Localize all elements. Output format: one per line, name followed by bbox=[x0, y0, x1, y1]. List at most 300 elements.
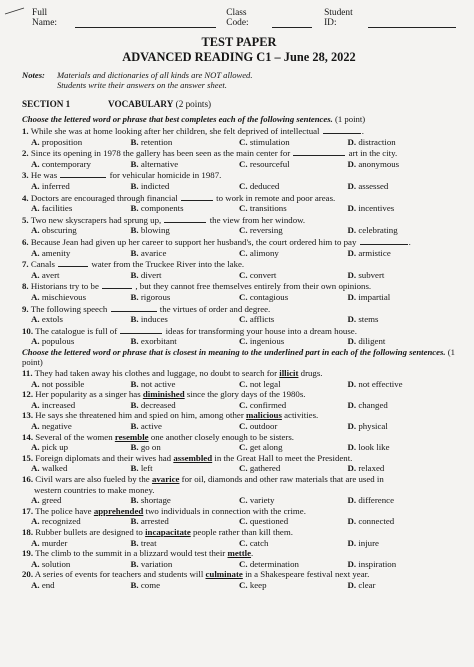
option-text: deduced bbox=[249, 180, 280, 191]
option-letter: D. bbox=[347, 463, 357, 474]
question-item bbox=[22, 258, 456, 280]
question-text: Historians try to be bbox=[30, 281, 99, 292]
option-text: diligent bbox=[358, 336, 386, 347]
option-text: injure bbox=[358, 537, 379, 548]
option-text: populous bbox=[41, 336, 75, 347]
option-letter: C. bbox=[239, 537, 248, 548]
question-item bbox=[22, 236, 456, 258]
option-letter: B. bbox=[130, 421, 139, 432]
answer-option[interactable] bbox=[348, 580, 457, 591]
option-text: catch bbox=[249, 537, 269, 548]
option-letter: D. bbox=[347, 579, 357, 590]
option-text: not possible bbox=[41, 378, 85, 389]
question-text: The police have bbox=[35, 505, 92, 516]
option-text: contemporary bbox=[41, 158, 91, 169]
option-letter: B. bbox=[130, 136, 139, 147]
answer-options bbox=[22, 495, 456, 506]
option-text: divert bbox=[140, 269, 162, 280]
option-letter: D. bbox=[347, 247, 357, 258]
answer-options bbox=[22, 538, 456, 549]
option-letter: A. bbox=[31, 516, 40, 527]
answer-option[interactable] bbox=[239, 421, 348, 432]
answer-option[interactable] bbox=[22, 580, 131, 591]
answer-option[interactable] bbox=[239, 292, 348, 303]
option-text: armistice bbox=[358, 247, 391, 258]
option-letter: C. bbox=[239, 516, 248, 527]
question-stem bbox=[22, 506, 456, 517]
option-text: reversing bbox=[249, 225, 283, 236]
answer-option[interactable] bbox=[22, 538, 131, 549]
option-text: left bbox=[140, 463, 153, 474]
question-stem bbox=[22, 147, 456, 159]
answer-option[interactable] bbox=[22, 203, 131, 214]
answer-options bbox=[22, 248, 456, 259]
answer-options bbox=[22, 137, 456, 148]
answer-option[interactable] bbox=[239, 225, 348, 236]
option-text: exorbitant bbox=[140, 336, 177, 347]
option-letter: C. bbox=[239, 442, 248, 453]
option-text: changed bbox=[358, 399, 388, 410]
option-letter: B. bbox=[130, 225, 139, 236]
question-number: 7. bbox=[22, 259, 29, 270]
answer-option[interactable] bbox=[348, 400, 457, 411]
option-text: decreased bbox=[140, 399, 176, 410]
option-letter: D. bbox=[347, 495, 357, 506]
option-text: recognized bbox=[41, 516, 81, 527]
option-letter: A. bbox=[31, 399, 40, 410]
option-letter: A. bbox=[31, 579, 40, 590]
instruction-text: Choose the lettered word or phrase that best completes each of the following sentences. bbox=[22, 114, 333, 125]
answer-option[interactable] bbox=[239, 314, 348, 325]
option-letter: A. bbox=[31, 558, 40, 569]
answer-option[interactable] bbox=[131, 421, 240, 432]
answer-option[interactable] bbox=[131, 400, 240, 411]
notes-label: Notes: bbox=[22, 70, 45, 80]
option-letter: C. bbox=[239, 314, 248, 325]
answer-option[interactable] bbox=[239, 559, 348, 570]
option-letter: C. bbox=[239, 378, 248, 389]
answer-option[interactable] bbox=[131, 137, 240, 148]
class-code-field[interactable] bbox=[272, 18, 312, 28]
question-text: to work in remote and poor areas. bbox=[216, 192, 336, 203]
question-item bbox=[22, 432, 456, 453]
question-text: He was bbox=[30, 170, 58, 181]
option-text: not legal bbox=[249, 378, 281, 389]
answer-option[interactable] bbox=[239, 181, 348, 192]
answer-blank bbox=[181, 192, 213, 201]
answer-option[interactable] bbox=[131, 203, 240, 214]
option-letter: A. bbox=[31, 136, 40, 147]
option-text: active bbox=[140, 421, 162, 432]
answer-option[interactable] bbox=[239, 400, 348, 411]
option-text: retention bbox=[140, 136, 173, 147]
option-letter: A. bbox=[31, 291, 40, 302]
question-text: They had taken away his clothes and luggage, no doubt to search for bbox=[34, 368, 278, 379]
class-code-label: Class Code: bbox=[226, 8, 249, 28]
question-text: The climb to the summit in a blizzard would test their bbox=[35, 548, 226, 559]
question-number: 2. bbox=[22, 148, 29, 159]
answer-option[interactable] bbox=[348, 181, 457, 192]
option-letter: B. bbox=[130, 378, 139, 389]
question-text: for vehicular homicide in 1987. bbox=[109, 170, 222, 181]
underlined-word: illicit bbox=[279, 368, 299, 379]
answer-option[interactable] bbox=[348, 421, 457, 432]
question-text: the view from her window. bbox=[209, 214, 306, 225]
question-item bbox=[22, 410, 456, 431]
question-stem bbox=[22, 258, 456, 270]
option-text: facilities bbox=[41, 203, 73, 214]
answer-option[interactable] bbox=[348, 336, 457, 347]
question-text: . bbox=[408, 236, 411, 247]
question-item bbox=[22, 548, 456, 569]
option-letter: D. bbox=[347, 421, 357, 432]
answer-option[interactable] bbox=[22, 559, 131, 570]
question-text: ideas for transforming your house into a dream house. bbox=[165, 325, 357, 336]
option-letter: D. bbox=[347, 442, 357, 453]
option-text: walked bbox=[41, 463, 68, 474]
option-letter: A. bbox=[31, 314, 40, 325]
question-text: Doctors are encouraged through financial bbox=[30, 192, 178, 203]
question-number: 9. bbox=[22, 303, 29, 314]
answer-option[interactable] bbox=[348, 159, 457, 170]
question-text: The catalogue is full of bbox=[35, 325, 118, 336]
option-text: inferred bbox=[41, 180, 70, 191]
option-text: obscuring bbox=[41, 225, 77, 236]
question-text: drugs. bbox=[300, 368, 323, 379]
option-text: assessed bbox=[358, 180, 389, 191]
answer-option[interactable] bbox=[22, 159, 131, 170]
option-letter: C. bbox=[239, 225, 248, 236]
answer-option[interactable] bbox=[239, 248, 348, 259]
answer-option[interactable] bbox=[348, 225, 457, 236]
question-item bbox=[22, 125, 456, 147]
answer-option[interactable] bbox=[348, 248, 457, 259]
option-text: avarice bbox=[140, 247, 167, 258]
option-letter: C. bbox=[239, 269, 248, 280]
option-letter: B. bbox=[130, 495, 139, 506]
question-text: . bbox=[251, 548, 254, 559]
answer-option[interactable] bbox=[131, 516, 240, 527]
option-letter: C. bbox=[239, 291, 248, 302]
answer-option[interactable] bbox=[131, 336, 240, 347]
option-text: relaxed bbox=[358, 463, 385, 474]
student-id-field[interactable] bbox=[368, 18, 456, 28]
option-text: rigorous bbox=[140, 291, 171, 302]
answer-options bbox=[22, 463, 456, 474]
answer-option[interactable] bbox=[348, 292, 457, 303]
answer-option[interactable] bbox=[239, 336, 348, 347]
underlined-word: resemble bbox=[114, 431, 149, 442]
answer-options bbox=[22, 442, 456, 453]
answer-blank bbox=[360, 236, 408, 245]
answer-options bbox=[22, 203, 456, 214]
question-stem bbox=[22, 303, 456, 315]
answer-options bbox=[22, 225, 456, 236]
answer-option[interactable] bbox=[239, 159, 348, 170]
option-letter: A. bbox=[31, 495, 40, 506]
question-text: While she was at home looking after her children, she felt deprived of intellectual bbox=[30, 126, 320, 136]
question-text: people rather than kill them. bbox=[192, 526, 293, 537]
option-text: get along bbox=[249, 442, 283, 453]
question-number: 15. bbox=[22, 452, 34, 463]
answer-option[interactable] bbox=[239, 379, 348, 390]
instruction-points: (1 point) bbox=[334, 114, 366, 125]
option-text: confirmed bbox=[249, 399, 287, 410]
answer-option[interactable] bbox=[348, 314, 457, 325]
answer-blank bbox=[293, 147, 345, 156]
question-number: 1. bbox=[22, 126, 29, 136]
question-text: activities. bbox=[284, 410, 319, 421]
question-number: 19. bbox=[22, 548, 34, 559]
answer-option[interactable] bbox=[22, 442, 131, 453]
answer-option[interactable] bbox=[131, 538, 240, 549]
answer-option[interactable] bbox=[348, 495, 457, 506]
underlined-word: incapacitate bbox=[145, 526, 191, 537]
answer-option[interactable] bbox=[22, 463, 131, 474]
answer-option[interactable] bbox=[22, 314, 131, 325]
option-letter: D. bbox=[347, 136, 357, 147]
answer-option[interactable] bbox=[348, 203, 457, 214]
answer-option[interactable] bbox=[131, 248, 240, 259]
option-text: end bbox=[41, 579, 55, 590]
answer-option[interactable] bbox=[22, 270, 131, 281]
option-text: mischievous bbox=[41, 291, 87, 302]
option-letter: D. bbox=[347, 378, 357, 389]
answer-option[interactable] bbox=[348, 516, 457, 527]
answer-option[interactable] bbox=[239, 516, 348, 527]
option-text: inspiration bbox=[358, 558, 397, 569]
option-text: contagious bbox=[249, 291, 289, 302]
option-letter: B. bbox=[130, 442, 139, 453]
answer-option[interactable] bbox=[131, 314, 240, 325]
question-stem bbox=[22, 125, 456, 137]
answer-option[interactable] bbox=[239, 463, 348, 474]
answer-option[interactable] bbox=[131, 495, 240, 506]
option-letter: B. bbox=[130, 158, 139, 169]
answer-option[interactable] bbox=[22, 516, 131, 527]
option-text: distraction bbox=[358, 136, 396, 147]
answer-blank bbox=[120, 325, 162, 334]
option-letter: A. bbox=[31, 336, 40, 347]
question-stem bbox=[22, 474, 456, 485]
question-stem bbox=[22, 432, 456, 443]
option-letter: A. bbox=[31, 180, 40, 191]
option-letter: C. bbox=[239, 463, 248, 474]
answer-option[interactable] bbox=[239, 442, 348, 453]
option-text: avert bbox=[41, 269, 60, 280]
answer-options bbox=[22, 580, 456, 591]
option-text: pick up bbox=[41, 442, 69, 453]
question-text: Since its opening in 1978 the gallery has been seen as the main center for bbox=[30, 148, 291, 159]
answer-option[interactable] bbox=[22, 225, 131, 236]
question-text: in the Great Hall to meet the President. bbox=[214, 452, 353, 463]
question-number: 17. bbox=[22, 505, 34, 516]
answer-option[interactable] bbox=[22, 137, 131, 148]
answer-option[interactable] bbox=[348, 442, 457, 453]
option-text: extols bbox=[41, 314, 63, 325]
question-number: 20. bbox=[22, 569, 34, 580]
option-letter: D. bbox=[347, 537, 357, 548]
answer-option[interactable] bbox=[239, 538, 348, 549]
answer-option[interactable] bbox=[348, 463, 457, 474]
answer-option[interactable] bbox=[131, 442, 240, 453]
answer-option[interactable] bbox=[348, 379, 457, 390]
option-letter: D. bbox=[347, 269, 357, 280]
option-letter: B. bbox=[130, 579, 139, 590]
question-text: He says she threatened him and spied on him, among other bbox=[35, 410, 244, 421]
student-info-row bbox=[22, 8, 456, 28]
notes-line: Materials and dictionaries of all kinds are NOT allowed. bbox=[57, 70, 253, 80]
option-text: resourceful bbox=[249, 158, 290, 169]
answer-options bbox=[22, 292, 456, 303]
option-letter: A. bbox=[31, 463, 40, 474]
question-text: Her popularity as a singer has bbox=[35, 389, 141, 400]
instruction-text: Choose the lettered word or phrase that is closest in meaning to the underlined part in each of the following sentences. bbox=[22, 346, 446, 357]
answer-option[interactable] bbox=[22, 421, 131, 432]
option-text: indicted bbox=[140, 180, 170, 191]
underlined-word: avarice bbox=[151, 474, 180, 484]
option-letter: C. bbox=[239, 180, 248, 191]
answer-option[interactable] bbox=[131, 559, 240, 570]
answer-blank bbox=[111, 303, 157, 312]
answer-options bbox=[22, 559, 456, 570]
question-stem bbox=[22, 169, 456, 181]
answer-option[interactable] bbox=[239, 580, 348, 591]
answer-option[interactable] bbox=[348, 270, 457, 281]
option-text: ingenious bbox=[249, 336, 285, 347]
answer-option[interactable] bbox=[22, 495, 131, 506]
option-letter: B. bbox=[130, 203, 139, 214]
question-text: Civil wars are also fueled by the bbox=[35, 474, 150, 484]
answer-blank bbox=[60, 169, 106, 178]
question-item bbox=[22, 474, 456, 506]
option-letter: D. bbox=[347, 314, 357, 325]
option-text: physical bbox=[358, 421, 388, 432]
pen-mark-icon bbox=[4, 6, 26, 16]
answer-option[interactable] bbox=[348, 559, 457, 570]
option-letter: D. bbox=[347, 336, 357, 347]
answer-options bbox=[22, 516, 456, 527]
option-letter: B. bbox=[130, 180, 139, 191]
question-text: The following speech bbox=[30, 303, 108, 314]
question-text: Foreign diplomats and their wives had bbox=[35, 452, 172, 463]
answer-option[interactable] bbox=[131, 580, 240, 591]
option-text: subvert bbox=[358, 269, 385, 280]
answer-blank bbox=[58, 258, 88, 267]
option-text: stimulation bbox=[249, 136, 290, 147]
option-text: determination bbox=[249, 558, 299, 569]
option-text: arrested bbox=[140, 516, 169, 527]
question-stem bbox=[22, 192, 456, 204]
underlined-word: malicious bbox=[246, 410, 282, 421]
option-letter: A. bbox=[31, 158, 40, 169]
option-text: increased bbox=[41, 399, 76, 410]
answer-option[interactable] bbox=[22, 400, 131, 411]
option-letter: D. bbox=[347, 180, 357, 191]
answer-options bbox=[22, 336, 456, 347]
question-text: in a Shakespeare festival next year. bbox=[245, 569, 370, 580]
answer-option[interactable] bbox=[22, 379, 131, 390]
full-name-label: Full Name: bbox=[32, 8, 57, 28]
option-text: variety bbox=[249, 495, 275, 506]
answer-option[interactable] bbox=[239, 270, 348, 281]
answer-option[interactable] bbox=[131, 181, 240, 192]
answer-option[interactable] bbox=[22, 292, 131, 303]
question-item bbox=[22, 147, 456, 169]
question-item bbox=[22, 506, 456, 527]
question-number: 18. bbox=[22, 526, 34, 537]
answer-option[interactable] bbox=[239, 137, 348, 148]
option-letter: A. bbox=[31, 203, 40, 214]
full-name-field[interactable] bbox=[75, 18, 216, 28]
option-text: induces bbox=[140, 314, 168, 325]
answer-option[interactable] bbox=[131, 463, 240, 474]
underlined-word: assembled bbox=[173, 452, 213, 463]
option-text: look like bbox=[358, 442, 390, 453]
option-text: proposition bbox=[41, 136, 83, 147]
answer-option[interactable] bbox=[22, 336, 131, 347]
question-number: 6. bbox=[22, 236, 29, 247]
answer-option[interactable] bbox=[239, 495, 348, 506]
question-number: 12. bbox=[22, 389, 34, 400]
option-letter: C. bbox=[239, 399, 248, 410]
underlined-word: apprehended bbox=[93, 505, 144, 516]
option-text: greed bbox=[41, 495, 62, 506]
question-text: one another closely enough to be sisters. bbox=[150, 431, 294, 442]
option-text: clear bbox=[358, 579, 376, 590]
option-letter: A. bbox=[31, 442, 40, 453]
answer-option[interactable] bbox=[348, 538, 457, 549]
answer-option[interactable] bbox=[22, 181, 131, 192]
answer-option[interactable] bbox=[131, 270, 240, 281]
option-letter: A. bbox=[31, 378, 40, 389]
page-subtitle: ADVANCED READING C1 – June 28, 2022 bbox=[122, 50, 356, 64]
instruction-points: (1 point) bbox=[22, 346, 455, 368]
option-letter: C. bbox=[239, 247, 248, 258]
option-letter: D. bbox=[347, 558, 357, 569]
page-title: TEST PAPER bbox=[201, 35, 277, 49]
answer-options bbox=[22, 159, 456, 170]
answer-option[interactable] bbox=[131, 379, 240, 390]
question-item bbox=[22, 280, 456, 302]
question-stem bbox=[22, 368, 456, 379]
answer-option[interactable] bbox=[131, 292, 240, 303]
question-number: 4. bbox=[22, 192, 29, 203]
option-text: variation bbox=[140, 558, 173, 569]
option-text: blowing bbox=[140, 225, 170, 236]
option-letter: C. bbox=[239, 421, 248, 432]
question-item bbox=[22, 389, 456, 410]
answer-option[interactable] bbox=[239, 203, 348, 214]
option-text: incentives bbox=[358, 203, 395, 214]
answer-option[interactable] bbox=[22, 248, 131, 259]
instruction-completion bbox=[22, 114, 456, 125]
option-letter: C. bbox=[239, 579, 248, 590]
option-letter: C. bbox=[239, 136, 248, 147]
answer-options bbox=[22, 379, 456, 390]
section-points: (2 points) bbox=[175, 99, 212, 110]
answer-option[interactable] bbox=[131, 159, 240, 170]
option-letter: B. bbox=[130, 336, 139, 347]
question-text: Rubber bullets are designed to bbox=[35, 526, 143, 537]
option-text: amenity bbox=[41, 247, 71, 258]
question-stem bbox=[22, 236, 456, 248]
question-number: 14. bbox=[22, 431, 34, 442]
answer-option[interactable] bbox=[348, 137, 457, 148]
question-number: 13. bbox=[22, 410, 34, 421]
answer-option[interactable] bbox=[131, 225, 240, 236]
option-text: difference bbox=[358, 495, 395, 506]
